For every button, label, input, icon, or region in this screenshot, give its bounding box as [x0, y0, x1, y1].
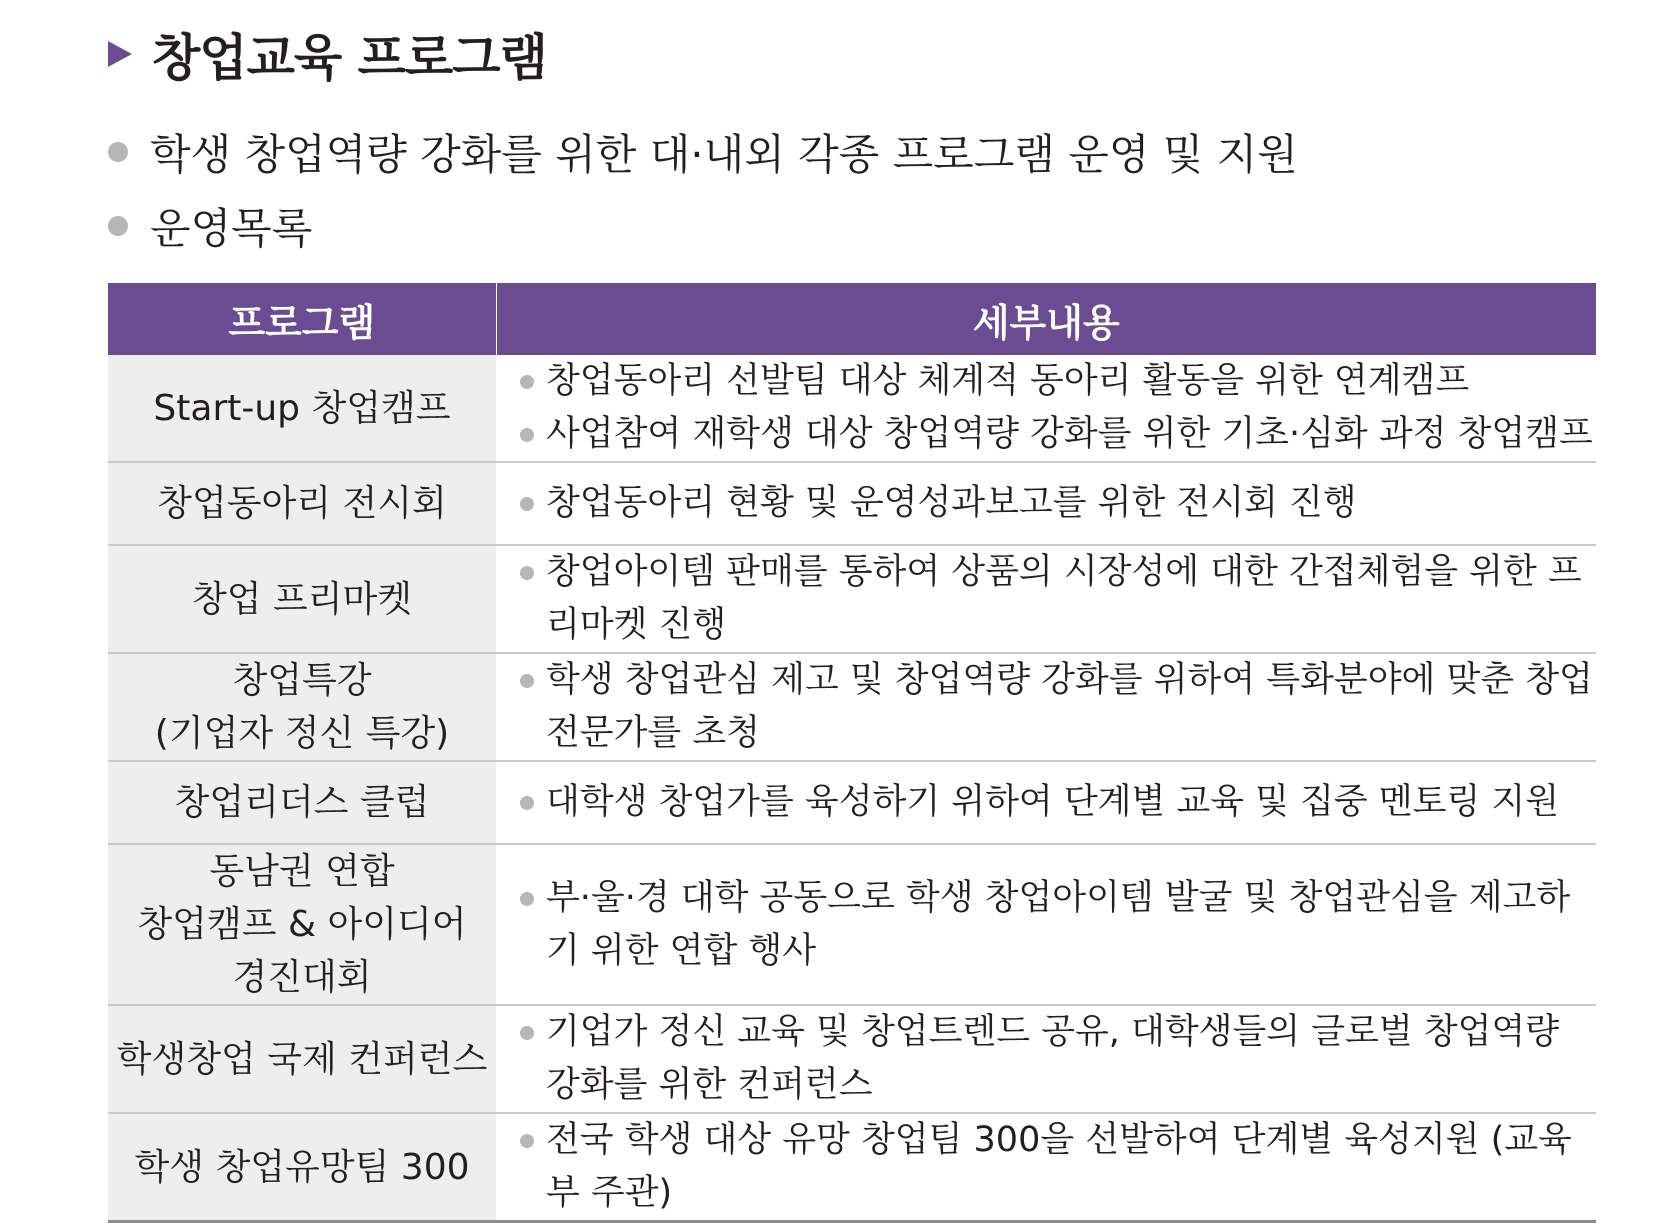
program-name-line: 창업특강: [232, 660, 372, 701]
program-name-cell: [108, 653, 496, 761]
table-row: [108, 545, 1596, 653]
section-title-row: [108, 18, 547, 90]
program-name-cell: [108, 1005, 496, 1113]
bullet-dot-icon: [520, 674, 534, 688]
bullet-dot-icon: [520, 428, 534, 442]
program-detail-cell: [496, 1005, 1596, 1113]
detail-text: 학생 창업관심 제고 및 창업역량 강화를 위하여 특화분야에 맞춘 창업전문가를 초청: [546, 660, 1593, 753]
program-name-line: (기업자 정신 특강): [154, 713, 450, 754]
table-row: [108, 1113, 1596, 1222]
program-table: [108, 283, 1596, 1223]
detail-item: [520, 546, 1596, 652]
intro-bullet-2-text: 운영목록: [150, 204, 313, 253]
program-name-line: 학생 창업유망팀 300: [134, 1146, 470, 1188]
detail-text: 대학생 창업가를 육성하기 위하여 단계별 교육 및 집중 멘토링 지원: [546, 782, 1560, 822]
detail-text: 창업동아리 현황 및 운영성과보고를 위한 전시회 진행: [546, 483, 1357, 523]
program-name-line: Start-up 창업캠프: [153, 387, 451, 429]
bullet-dot-icon: [108, 142, 128, 162]
program-detail-cell: [496, 653, 1596, 761]
program-name-line: 학생창업 국제 컨퍼런스: [116, 1038, 488, 1080]
program-name-line: 창업동아리 전시회: [157, 483, 447, 524]
program-name-cell: [108, 355, 496, 462]
detail-text: 창업동아리 선발팀 대상 체계적 동아리 활동을 위한 연계캠프: [546, 361, 1470, 401]
detail-item: [520, 872, 1596, 978]
detail-text: 전국 학생 대상 유망 창업팀 300을 선발하여 단계별 육성지원 (교육부 주관): [546, 1120, 1572, 1213]
detail-text: 창업아이템 판매를 통하여 상품의 시장성에 대한 간접체험을 위한 프리마켓 진행: [546, 552, 1582, 645]
triangle-marker-icon: [108, 41, 132, 67]
detail-item: [520, 776, 1596, 829]
intro-bullet-1-text: 학생 창업역량 강화를 위한 대·내외 각종 프로그램 운영 및 지원: [150, 130, 1298, 179]
table-row: [108, 653, 1596, 761]
program-name-line: 동남권 연합: [209, 851, 395, 892]
header-details: 세부내용: [496, 283, 1596, 355]
table-row: [108, 355, 1596, 462]
program-name-line: 경진대회: [232, 957, 372, 998]
bullet-dot-icon: [108, 216, 128, 236]
section-title: 창업교육 프로그램: [152, 29, 547, 87]
detail-text: 기업가 정신 교육 및 창업트렌드 공유, 대학생들의 글로벌 창업역량 강화를 위한 컨퍼런스: [546, 1012, 1560, 1105]
detail-item: [520, 355, 1596, 408]
bullet-dot-icon: [520, 1026, 534, 1040]
intro-bullet-1: [108, 122, 1298, 182]
program-name-cell: [108, 1113, 496, 1222]
program-name-line: 창업 프리마켓: [191, 578, 413, 620]
detail-item: [520, 477, 1596, 530]
program-detail-cell: [496, 545, 1596, 653]
bullet-dot-icon: [520, 375, 534, 389]
bullet-dot-icon: [520, 1134, 534, 1148]
program-name-line: 창업리더스 클럽: [174, 782, 430, 823]
program-detail-cell: [496, 462, 1596, 545]
table-row: [108, 761, 1596, 844]
table-header-row: [108, 283, 1596, 355]
detail-item: [520, 654, 1596, 760]
detail-item: [520, 1114, 1596, 1220]
program-detail-cell: [496, 761, 1596, 844]
program-name-cell: [108, 761, 496, 844]
program-detail-cell: [496, 355, 1596, 462]
program-detail-cell: [496, 1113, 1596, 1222]
table-body: [108, 355, 1596, 1222]
bullet-dot-icon: [520, 497, 534, 511]
bullet-dot-icon: [520, 892, 534, 906]
detail-text: 부·울·경 대학 공동으로 학생 창업아이템 발굴 및 창업관심을 제고하기 위한 연합 행사: [546, 877, 1571, 971]
program-detail-cell: [496, 844, 1596, 1005]
bullet-dot-icon: [520, 566, 534, 580]
table-row: [108, 844, 1596, 1005]
bullet-dot-icon: [520, 796, 534, 810]
program-name-line: 창업캠프 & 아이디어: [137, 904, 467, 945]
program-name-cell: [108, 545, 496, 653]
detail-item: [520, 1006, 1596, 1112]
program-name-cell: [108, 844, 496, 1005]
detail-text: 사업참여 재학생 대상 창업역량 강화를 위한 기초·심화 과정 창업캠프: [546, 414, 1593, 454]
detail-item: [520, 408, 1596, 461]
table-row: [108, 462, 1596, 545]
program-name-cell: [108, 462, 496, 545]
table-row: [108, 1005, 1596, 1113]
header-program: 프로그램: [108, 283, 496, 355]
intro-bullet-2: [108, 196, 312, 256]
